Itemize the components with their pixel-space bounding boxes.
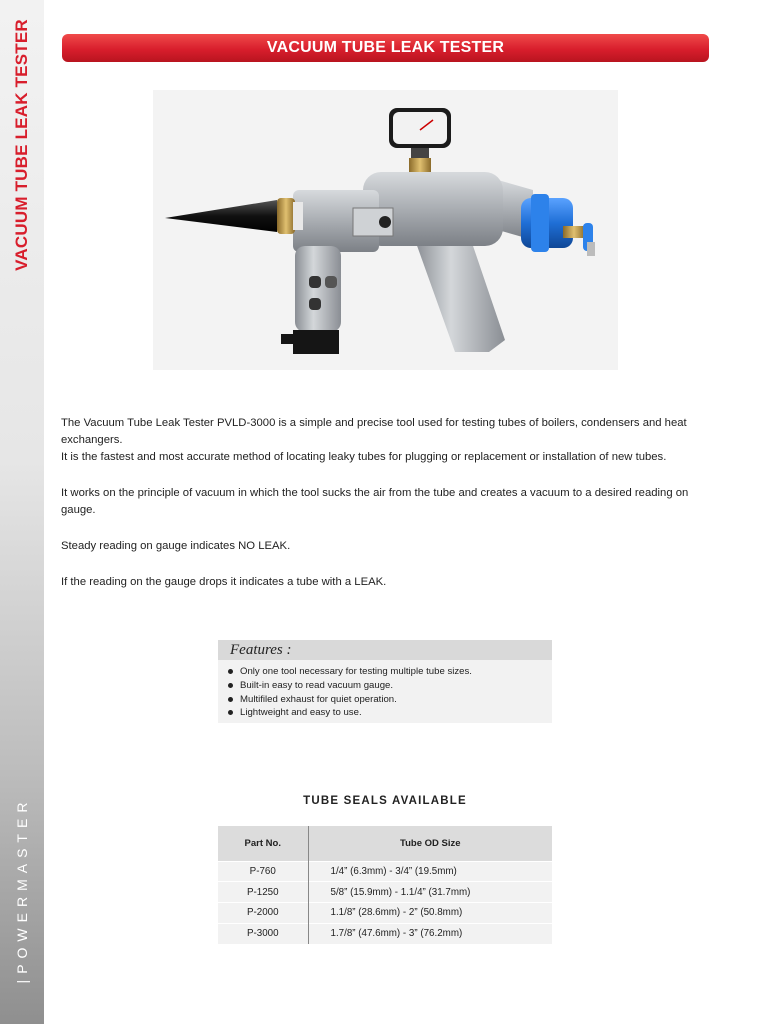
list-item bbox=[228, 706, 552, 720]
side-title: VACUUM TUBE LEAK TESTER bbox=[12, 19, 31, 271]
table-row bbox=[218, 861, 552, 882]
feature-text: Multifiled exhaust for quiet operation. bbox=[240, 693, 397, 705]
table-row bbox=[218, 882, 552, 903]
description-paragraph: If the reading on the gauge drops it indicates a tube with a LEAK. bbox=[61, 576, 387, 588]
features-heading: Features : bbox=[218, 640, 552, 660]
pistol-grip bbox=[415, 240, 505, 352]
tube-size-cell: 1/4” (6.3mm) - 3/4” (19.5mm) bbox=[308, 861, 552, 882]
description-paragraph: Steady reading on gauge indicates NO LEAK. bbox=[61, 540, 291, 552]
list-item bbox=[228, 665, 552, 679]
part-number-cell: P-3000 bbox=[218, 923, 308, 944]
seals-table bbox=[218, 826, 552, 944]
description-paragraph: It is the fastest and most accurate method of locating leaky tubes for plugging or replacement or installation of new tubes. bbox=[61, 451, 667, 463]
part-number-cell: P-760 bbox=[218, 861, 308, 882]
tube-size-cell: 5/8” (15.9mm) - 1.1/4” (31.7mm) bbox=[308, 882, 552, 903]
tube-size-cell: 1.1/8” (28.6mm) - 2” (50.8mm) bbox=[308, 902, 552, 923]
bullet-icon bbox=[228, 710, 233, 715]
product-photo bbox=[153, 90, 618, 370]
column-header-tube-od: Tube OD Size bbox=[308, 826, 552, 861]
table-row bbox=[218, 923, 552, 944]
table-header-row bbox=[218, 826, 552, 861]
column-header-part-no: Part No. bbox=[218, 826, 308, 861]
part-number-cell: P-1250 bbox=[218, 882, 308, 903]
list-item bbox=[228, 679, 552, 693]
seals-title: TUBE SEALS AVAILABLE bbox=[303, 795, 467, 807]
feature-text: Lightweight and easy to use. bbox=[240, 707, 362, 719]
description-paragraph: It works on the principle of vacuum in which the tool sucks the air from the tube and creates a vacuum to a desired reading on gauge. bbox=[61, 487, 689, 516]
page-title: VACUUM TUBE LEAK TESTER bbox=[62, 34, 709, 62]
vacuum-tester-illustration bbox=[153, 90, 618, 370]
bullet-icon bbox=[228, 697, 233, 702]
features-box bbox=[218, 640, 552, 723]
brand-logo: |POWERMASTER bbox=[14, 796, 30, 984]
bullet-icon bbox=[228, 669, 233, 674]
side-bar bbox=[0, 0, 44, 1024]
tube-size-cell: 1.7/8” (47.6mm) - 3” (76.2mm) bbox=[308, 923, 552, 944]
table-row bbox=[218, 902, 552, 923]
quick-coupler bbox=[498, 180, 595, 256]
feature-text: Built-in easy to read vacuum gauge. bbox=[240, 679, 394, 691]
description-paragraph: The Vacuum Tube Leak Tester PVLD-3000 is a simple and precise tool used for testing tubes of boilers, condensers and heat exchangers. bbox=[61, 417, 687, 446]
bullet-icon bbox=[228, 683, 233, 688]
rubber-cone-nozzle bbox=[165, 198, 303, 234]
product-description bbox=[61, 415, 721, 591]
features-list bbox=[218, 660, 552, 720]
vacuum-gauge bbox=[389, 108, 451, 172]
part-number-cell: P-2000 bbox=[218, 902, 308, 923]
filter-bowl bbox=[281, 246, 341, 354]
list-item bbox=[228, 693, 552, 707]
feature-text: Only one tool necessary for testing multiple tube sizes. bbox=[240, 666, 472, 677]
